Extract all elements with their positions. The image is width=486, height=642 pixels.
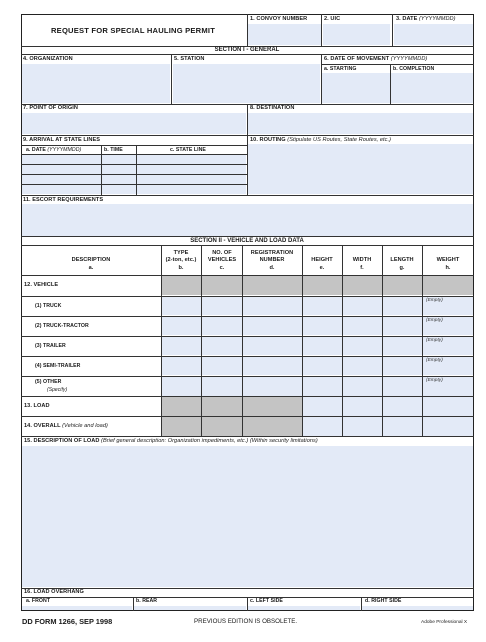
overall-row-label (24, 424, 108, 430)
load-overhang-label: 16. LOAD OVERHANG (24, 589, 84, 595)
rule (321, 54, 322, 104)
form-id: DD FORM 1266, SEP 1998 (22, 617, 113, 626)
semi-trailer-weight-empty: (Empty) (426, 358, 443, 363)
truck-tractor-weight-empty: (Empty) (426, 318, 443, 323)
rule (101, 145, 102, 195)
other-row-label: (5) OTHER (35, 379, 62, 385)
truck-row-label: (1) TRUCK (35, 303, 62, 309)
rule (21, 275, 474, 276)
col-no-vehicles-2: VEHICLES (207, 257, 237, 263)
convoy-number-label: 1. CONVOY NUMBER (250, 16, 308, 22)
col-type: TYPE (173, 250, 189, 256)
rule (201, 245, 202, 436)
routing-text: 10. ROUTING (250, 137, 286, 143)
rule (422, 245, 423, 436)
rule (21, 174, 247, 175)
arrival-date-format: (YYYYMMDD) (47, 147, 82, 153)
date-label-text: 3. DATE (396, 16, 418, 22)
date-label (396, 17, 456, 23)
rule (21, 316, 474, 317)
rule (136, 145, 137, 195)
date-of-movement-label (324, 57, 427, 63)
escort-label: 11. ESCORT REQUIREMENTS (23, 197, 104, 203)
rule (247, 14, 248, 46)
arrival-date-label (26, 148, 81, 153)
truck-tractor-row-label: (2) TRUCK-TRACTOR (35, 323, 89, 329)
col-description-letter: a. (88, 265, 94, 271)
date-format-hint: (YYYYMMDD) (419, 16, 456, 22)
rule (21, 396, 474, 397)
arrival-time-label: b. TIME (104, 147, 123, 153)
rule (21, 145, 247, 146)
arrival-label: 9. ARRIVAL AT STATE LINES (23, 137, 101, 143)
section-1-heading: SECTION I - GENERAL (214, 47, 280, 53)
rule (21, 336, 474, 337)
routing-label (250, 138, 391, 144)
station-label: 5. STATION (174, 56, 205, 62)
col-registration-letter: d. (269, 265, 275, 271)
starting-label: a. STARTING (324, 66, 357, 72)
vehicle-row-label: 12. VEHICLE (24, 282, 59, 288)
rule (247, 104, 248, 195)
description-of-load-label (24, 439, 318, 445)
rule (21, 164, 247, 165)
col-height-letter: e. (319, 265, 325, 271)
rule (21, 436, 474, 437)
rule (242, 245, 243, 436)
rule (21, 54, 474, 55)
col-type-hint: (2-ton, etc.) (165, 257, 197, 263)
rule (390, 64, 391, 104)
rule (21, 245, 474, 246)
overall-text: 14. OVERALL (24, 423, 61, 429)
description-of-load-note: (Brief general description: Organization impediments, etc.) (Within security limitations) (101, 438, 318, 444)
col-length-letter: g. (399, 265, 405, 271)
rule (342, 245, 343, 436)
rule (171, 54, 172, 104)
semi-trailer-row-label: (4) SEMI-TRAILER (35, 363, 81, 369)
left-side-label: c. LEFT SIDE (250, 598, 283, 604)
col-registration-2: NUMBER (259, 257, 285, 263)
col-description: DESCRIPTION (71, 257, 111, 263)
front-label: a. FRONT (26, 598, 51, 604)
arrival-date-text: a. DATE (26, 147, 46, 153)
rule (21, 376, 474, 377)
trailer-weight-empty: (Empty) (426, 338, 443, 343)
rule (21, 195, 474, 196)
rule (321, 64, 474, 65)
other-weight-empty: (Empty) (426, 378, 443, 383)
col-type-letter: b. (178, 265, 184, 271)
rule (21, 296, 474, 297)
col-no-vehicles: NO. OF (212, 250, 232, 256)
col-weight: WEIGHT (436, 257, 460, 263)
description-of-load-text: 15. DESCRIPTION OF LOAD (24, 438, 100, 444)
col-width-letter: f. (360, 265, 364, 271)
rule (21, 154, 247, 155)
date-of-movement-format: (YYYYMMDD) (390, 56, 428, 62)
uic-label: 2. UIC (324, 16, 341, 22)
col-weight-letter: h. (445, 265, 451, 271)
rule (133, 597, 134, 611)
col-width: WIDTH (352, 257, 372, 263)
completion-label: b. COMPLETION (393, 66, 435, 72)
truck-weight-empty: (Empty) (426, 298, 443, 303)
rule (161, 245, 162, 436)
rule (21, 236, 474, 237)
rule (302, 245, 303, 436)
load-row-label: 13. LOAD (24, 403, 50, 409)
col-no-vehicles-letter: c. (219, 265, 225, 271)
other-specify-hint (47, 388, 67, 393)
rule (247, 597, 248, 611)
point-of-origin-label: 7. POINT OF ORIGIN (23, 105, 78, 111)
rule (361, 597, 362, 611)
software-credit: Adobe Professional X (421, 620, 468, 625)
destination-label: 8. DESTINATION (250, 105, 295, 111)
rule (382, 245, 383, 436)
overall-note: (Vehicle and load) (62, 423, 108, 429)
rule (21, 588, 474, 589)
right-side-label: d. RIGHT SIDE (365, 598, 402, 604)
col-registration: REGISTRATION (250, 250, 294, 256)
routing-note: (Stipulate US Routes, State Routes, etc.) (287, 137, 392, 143)
section-2-heading: SECTION II - VEHICLE AND LOAD DATA (190, 238, 304, 244)
date-of-movement-text: 6. DATE OF MOVEMENT (324, 56, 390, 62)
trailer-row-label: (3) TRAILER (35, 343, 66, 349)
col-length: LENGTH (390, 257, 414, 263)
col-height: HEIGHT (311, 257, 333, 263)
previous-edition-note: PREVIOUS EDITION IS OBSOLETE. (194, 618, 298, 625)
other-specify-text: (Specify) (47, 387, 68, 393)
state-line-label: c. STATE LINE (170, 147, 206, 153)
rule (21, 184, 247, 185)
rule (21, 356, 474, 357)
rule (321, 14, 322, 46)
form-title: REQUEST FOR SPECIAL HAULING PERMIT (51, 26, 216, 35)
organization-label: 4. ORGANIZATION (23, 56, 73, 62)
rear-label: b. REAR (136, 598, 158, 604)
rule (21, 416, 474, 417)
rule (392, 14, 393, 46)
